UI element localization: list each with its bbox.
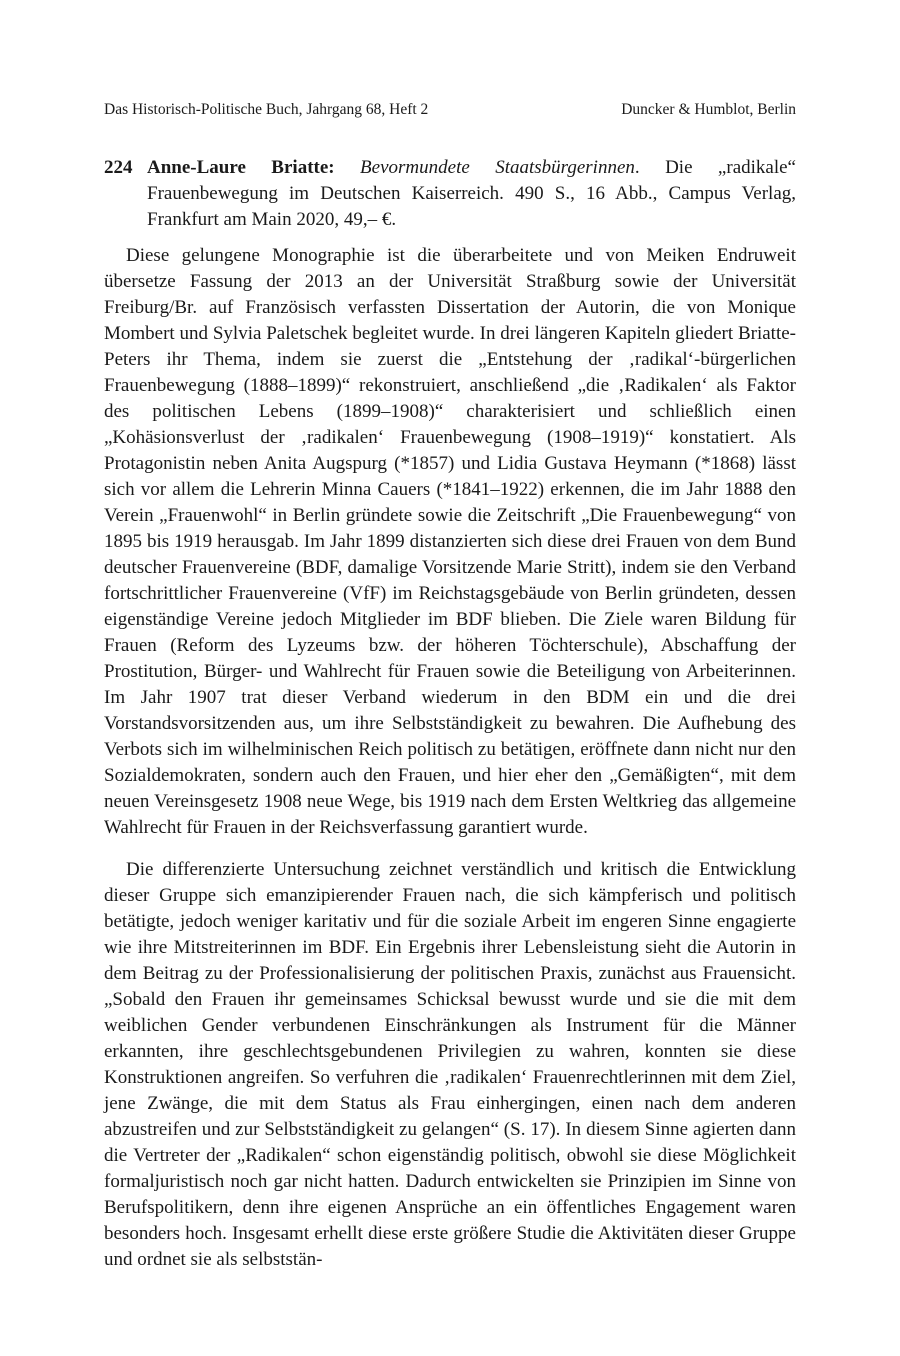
journal-title: Das Historisch-Politische Buch, Jahrgang 68, Heft 2 [104,101,429,118]
running-header [104,100,796,120]
review-entry [104,155,796,1273]
entry-number: 224 [104,157,133,178]
review-paragraph-2: Die differenzierte Untersuchung zeichnet verständlich und kritisch die Entwicklung dieser Gruppe sich emanzipierender Frauen nach, die sich kämpferisch und politisch betätigte, jedoch weniger karitativ und für die soziale Arbeit im engeren Sinne engagierte wie ihre Mitstreiterinnen im BDF. Ein Ergebnis ihrer Lebensleistung sieht die Autorin in dem Beitrag zu der Professionalisierung der politischen Praxis, zunächst aus Frauensicht. „Sobald den Frauen ihr gemeinsames Schicksal bewusst wurde und sie die mit dem weiblichen Gender verbundenen Einschränkungen als Instrument für die Männer erkannten, ihre geschlechtsgebundenen Privilegien zu wahren, konnten sie diese Konstruktionen angreifen. So verfuhren die ‚radikalen‘ Frauenrechtlerinnen mit dem Ziel, jene Zwänge, die mit dem Status als Frau einhergingen, einen nach dem anderen abzustreifen und zur Selbstständigkeit zu gelangen“ (S. 17). In diesem Sinne agierten dann die Vertreter der „Radikalen“ schon eigenständig politisch, obwohl sie diese Möglichkeit formaljuristisch noch gar nicht hatten. Dadurch entwickelten sie Prinzipien im Sinne von Berufspolitikern, denn ihre eigenen Ansprüche an ein öffentliches Engagement waren besonders hoch. Insgesamt erhellt diese erste größere Studie die Aktivitäten dieser Gruppe und ordnet sie als selbststän- [104,859,796,1270]
book-details: . Die „radikale“ Frauenbewegung im Deutschen Kaiserreich. 490 S., 16 Abb., Campus Verlag, Frankfurt am Main 2020, 49,– €. [147,157,796,230]
citation-text [147,155,796,233]
book-author: Anne-Laure Briatte: [147,157,335,178]
citation [104,155,796,233]
publisher-name: Duncker & Humblot, Berlin [621,101,796,118]
review-paragraph-1: Diese gelungene Monographie ist die überarbeitete und von Meiken Endruweit übersetze Fassung der 2013 an der Universität Straßburg sowie der Universität Freiburg/Br. auf Französisch verfassten Dissertation der Autorin, die von Monique Mombert und Sylvia Paletschek begleitet wurde. In drei längeren Kapiteln gliedert Briatte-Peters ihr Thema, indem sie zuerst die „Entstehung der ‚radikal‘-bürgerlichen Frauenbewegung (1888–1899)“ rekonstruiert, anschließend „die ‚Radikalen‘ als Faktor des politischen Lebens (1899–1908)“ charakterisiert und schließlich einen „Kohäsionsverlust der ‚radikalen‘ Frauenbewegung (1908–1919)“ konstatiert. Als Protagonistin neben Anita Augspurg (*1857) und Lidia Gustava Heymann (*1868) lässt sich vor allem die Lehrerin Minna Cauers (*1841–1922) erkennen, die im Jahr 1888 den Verein „Frauenwohl“ in Berlin gründete sowie die Zeitschrift „Die Frauenbewegung“ von 1895 bis 1919 herausgab. Im Jahr 1899 distanzierten sich diese drei Frauen von dem Bund deutscher Frauenvereine (BDF, damalige Vorsitzende Marie Stritt), indem sie den Verband fortschrittlicher Frauenvereine (VfF) im Reichstagsgebäude von Berlin gründeten, dessen eigenständige Vereine jedoch Mitglieder im BDF blieben. Die Ziele waren Bildung für Frauen (Reform des Lyzeums bzw. der höheren Töchterschule), Abschaffung der Prostitution, Bürger- und Wahlrecht für Frauen sowie die Beteiligung von Arbeiterinnen. Im Jahr 1907 trat dieser Verband wiederum in den BDM ein und die drei Vorstandsvorsitzenden aus, um ihre Selbstständigkeit zu bewahren. Die Aufhebung des Verbots sich im wilhelminischen Reich politisch zu betätigen, eröffnete dann nicht nur den Sozialdemokraten, sondern auch den Frauen, und hier eher den „Gemäßigten“, mit dem neuen Vereinsgesetz 1908 neue Wege, bis 1919 nach dem Ersten Weltkrieg das allgemeine Wahlrecht für Frauen in der Reichsverfassung garantiert wurde. [104,245,796,838]
book-title: Bevormundete Staatsbürgerinnen [360,157,635,178]
